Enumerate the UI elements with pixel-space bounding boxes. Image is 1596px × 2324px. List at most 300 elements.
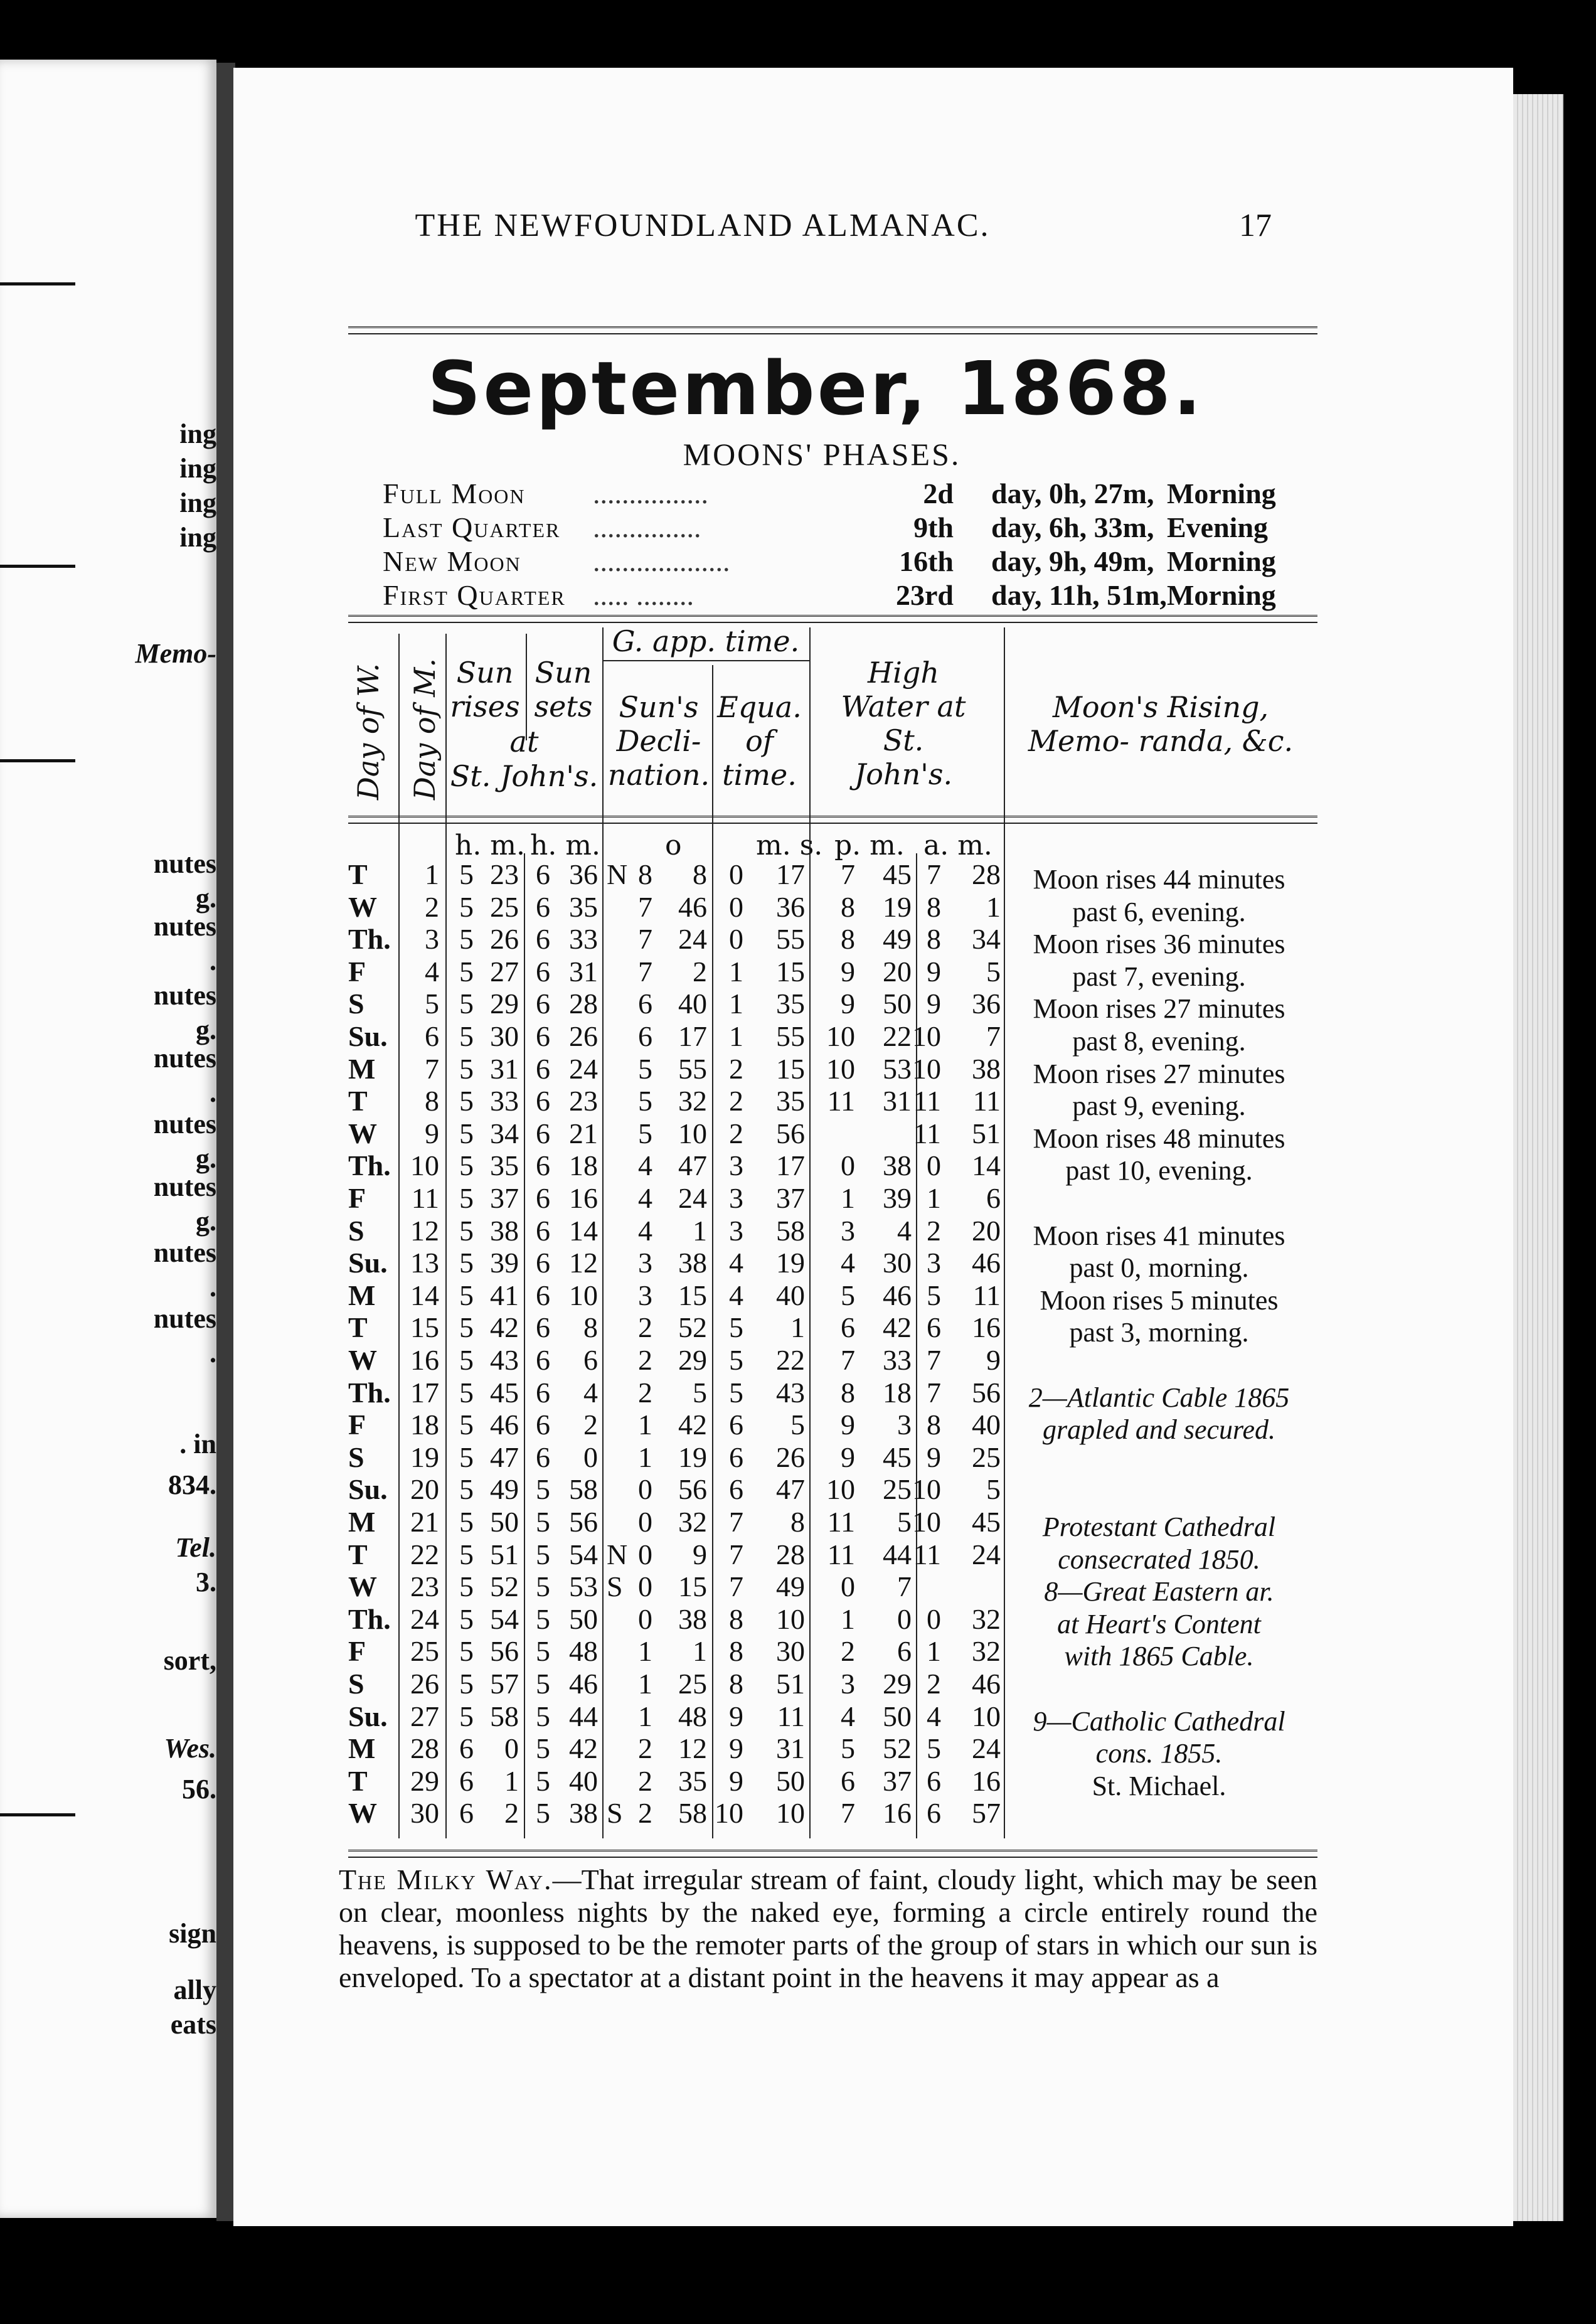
cell-sh: 5 [536, 1668, 550, 1700]
facing-page-fragment: nutes [153, 980, 216, 1011]
cell-w: Su. [348, 1247, 388, 1279]
cell-m: 19 [410, 1441, 439, 1473]
cell-ph: 5 [841, 1732, 855, 1765]
cell-pm: 45 [883, 858, 912, 890]
paragraph-body: —That irregular stream of faint, cloudy light, which may be seen on clear, moonless nights by the naked eye, forming a circle entirely round the heavens, is supposed to be the remoter parts of the group of stars in which our sun is enveloped. To a spectator at a distant point in the heavens it may appear as a [339, 1863, 1317, 1993]
facing-page-fragment: nutes [153, 1237, 216, 1268]
cell-am: 1 [986, 890, 1001, 923]
cell-dd: 4 [638, 1149, 652, 1182]
cell-sh: 5 [536, 1797, 550, 1830]
cell-sm: 23 [569, 1085, 598, 1117]
cell-dd: 7 [638, 955, 652, 988]
cell-pm: 42 [883, 1311, 912, 1344]
cell-sh: 6 [536, 955, 550, 988]
cell-dm: 24 [678, 923, 707, 956]
phase-leader: ................... [593, 545, 730, 577]
header-day-of-week: Day of W. [351, 663, 385, 800]
cell-w: F [348, 955, 366, 988]
cell-sh: 5 [536, 1538, 550, 1570]
cell-ph: 7 [841, 858, 855, 890]
cell-ah: 9 [927, 955, 941, 988]
cell-em: 8 [729, 1635, 743, 1668]
facing-page-fragment: ing [179, 418, 216, 449]
cell-am: 11 [972, 1085, 1001, 1117]
header-day-of-month: Day of M. [408, 658, 442, 800]
cell-rm: 26 [490, 923, 519, 956]
cell-w: T [348, 1538, 368, 1570]
cell-dd: 5 [638, 1052, 652, 1085]
cell-w: W [348, 1117, 377, 1149]
cell-em: 9 [729, 1700, 743, 1732]
cell-ah: 8 [927, 1409, 941, 1441]
cell-ph: 0 [841, 1570, 855, 1603]
cell-rh: 5 [459, 1570, 474, 1603]
cell-sh: 6 [536, 1020, 550, 1052]
cell-ah: 0 [927, 1602, 941, 1635]
month-title: September, 1868. [427, 345, 1204, 432]
cell-am: 32 [972, 1602, 1001, 1635]
cell-dm: 35 [678, 1764, 707, 1797]
cell-sh: 6 [536, 1311, 550, 1344]
cell-am: 36 [972, 988, 1001, 1020]
cell-dm: 10 [678, 1117, 707, 1149]
facing-page-fragment: nutes [153, 1043, 216, 1074]
cell-ah: 10 [912, 1506, 941, 1538]
cell-ph: 9 [841, 988, 855, 1020]
facing-page-fragment: sign [169, 1918, 216, 1949]
cell-m: 16 [410, 1344, 439, 1376]
cell-rm: 42 [490, 1311, 519, 1344]
cell-ph: 3 [841, 1668, 855, 1700]
cell-rh: 5 [459, 955, 474, 988]
cell-dd: 1 [638, 1700, 652, 1732]
cell-w: M [348, 1732, 376, 1765]
cell-ph: 7 [841, 1344, 855, 1376]
cell-dd: 2 [638, 1344, 652, 1376]
header-equation-of-time: Equa. of time. [717, 690, 802, 792]
cell-sh: 6 [536, 1214, 550, 1247]
cell-rm: 54 [490, 1602, 519, 1635]
cell-sm: 58 [569, 1473, 598, 1506]
cell-dd: 0 [638, 1473, 652, 1506]
cell-sh: 6 [536, 858, 550, 890]
cell-em: 6 [729, 1473, 743, 1506]
cell-rm: 23 [490, 858, 519, 890]
cell-w: Th. [348, 1602, 391, 1635]
cell-rh: 5 [459, 1247, 474, 1279]
cell-dm: 9 [693, 1538, 707, 1570]
cell-m: 22 [410, 1538, 439, 1570]
cell-ah: 8 [927, 890, 941, 923]
phase-day: 16th [899, 545, 954, 577]
cell-rm: 45 [490, 1376, 519, 1409]
phase-meridian: Evening [1167, 511, 1269, 543]
cell-am: 40 [972, 1409, 1001, 1441]
cell-dm: 1 [693, 1214, 707, 1247]
cell-w: Th. [348, 1376, 391, 1409]
cell-em: 4 [729, 1247, 743, 1279]
cell-sm: 33 [569, 923, 598, 956]
cell-am: 11 [972, 1279, 1001, 1311]
cell-rh: 5 [459, 1344, 474, 1376]
cell-ph: 2 [841, 1635, 855, 1668]
cell-ph: 11 [827, 1538, 855, 1570]
cell-em: 2 [729, 1052, 743, 1085]
cell-rm: 34 [490, 1117, 519, 1149]
cell-es: 22 [776, 1344, 805, 1376]
facing-page-fragment: g. [196, 1015, 216, 1045]
cell-ns: S [607, 1797, 623, 1830]
cell-ph: 6 [841, 1311, 855, 1344]
cell-es: 15 [776, 1052, 805, 1085]
cell-w: S [348, 1214, 364, 1247]
cell-m: 6 [425, 1020, 439, 1052]
cell-rm: 39 [490, 1247, 519, 1279]
cell-w: T [348, 858, 368, 890]
memorandum-line: Moon rises 48 minutes [1033, 1122, 1285, 1154]
cell-pm: 0 [897, 1602, 912, 1635]
cell-dm: 58 [678, 1797, 707, 1830]
cell-am: 9 [986, 1344, 1001, 1376]
cell-m: 5 [425, 988, 439, 1020]
cell-em: 8 [729, 1668, 743, 1700]
cell-es: 26 [776, 1441, 805, 1473]
facing-page-fragment: nutes [153, 1303, 216, 1334]
cell-sm: 24 [569, 1052, 598, 1085]
cell-dd: 2 [638, 1732, 652, 1765]
cell-am: 46 [972, 1668, 1001, 1700]
cell-rm: 46 [490, 1409, 519, 1441]
cell-ah: 1 [927, 1635, 941, 1668]
cell-am: 16 [972, 1764, 1001, 1797]
cell-w: M [348, 1506, 376, 1538]
cell-m: 15 [410, 1311, 439, 1344]
cell-sm: 35 [569, 890, 598, 923]
cell-dm: 48 [678, 1700, 707, 1732]
header-sun-sets: Sun sets [534, 656, 593, 723]
cell-dd: 8 [638, 858, 652, 890]
facing-page-fragment: nutes [153, 1171, 216, 1202]
cell-w: S [348, 1668, 364, 1700]
cell-dm: 40 [678, 988, 707, 1020]
cell-pm: 50 [883, 1700, 912, 1732]
cell-dd: 2 [638, 1764, 652, 1797]
cell-m: 28 [410, 1732, 439, 1765]
cell-w: Su. [348, 1700, 388, 1732]
cell-em: 5 [729, 1344, 743, 1376]
header-memoranda: Moon's Rising, Memo- randa, &c. [1028, 690, 1294, 758]
cell-w: W [348, 1797, 377, 1830]
cell-dm: 47 [678, 1149, 707, 1182]
cell-es: 58 [776, 1214, 805, 1247]
paragraph-lead: The Milky Way. [339, 1863, 553, 1895]
cell-pm: 50 [883, 988, 912, 1020]
cell-sh: 6 [536, 1279, 550, 1311]
cell-sh: 6 [536, 1441, 550, 1473]
cell-rm: 27 [490, 955, 519, 988]
cell-m: 20 [410, 1473, 439, 1506]
memorandum-line: at Heart's Content [1057, 1608, 1261, 1639]
cell-es: 19 [776, 1247, 805, 1279]
cell-ph: 9 [841, 1441, 855, 1473]
cell-sh: 6 [536, 1052, 550, 1085]
cell-pm: 22 [883, 1020, 912, 1052]
facing-page-fragment: . in [179, 1429, 216, 1459]
facing-page-fragment: nutes [153, 848, 216, 879]
cell-em: 5 [729, 1311, 743, 1344]
cell-sm: 28 [569, 988, 598, 1020]
cell-rm: 52 [490, 1570, 519, 1603]
cell-rm: 56 [490, 1635, 519, 1668]
header-st-johns: St. John's. [450, 759, 598, 793]
cell-dd: 7 [638, 890, 652, 923]
cell-em: 1 [729, 955, 743, 988]
cell-rm: 58 [490, 1700, 519, 1732]
cell-am: 5 [986, 955, 1001, 988]
cell-sm: 38 [569, 1797, 598, 1830]
cell-sm: 16 [569, 1182, 598, 1214]
cell-m: 21 [410, 1506, 439, 1538]
cell-w: M [348, 1279, 376, 1311]
cell-dd: 5 [638, 1085, 652, 1117]
phase-meridian: Morning [1167, 545, 1276, 577]
cell-rh: 5 [459, 1602, 474, 1635]
phases-title: MOONS' PHASES. [683, 437, 961, 472]
cell-sm: 56 [569, 1506, 598, 1538]
cell-dm: 17 [678, 1020, 707, 1052]
phase-day: 23rd [896, 579, 954, 611]
cell-rh: 5 [459, 1506, 474, 1538]
cell-ph: 5 [841, 1279, 855, 1311]
cell-am: 24 [972, 1538, 1001, 1570]
cell-m: 7 [425, 1052, 439, 1085]
facing-page-fragment: g. [196, 1143, 216, 1174]
facing-page-fragment: ing [179, 488, 216, 518]
facing-page-fragment: 834. [168, 1469, 216, 1500]
cell-rm: 25 [490, 890, 519, 923]
cell-w: T [348, 1311, 368, 1344]
memorandum-line: Moon rises 27 minutes [1033, 993, 1285, 1025]
cell-pm: 6 [897, 1635, 912, 1668]
memorandum-line: 9—Catholic Cathedral [1033, 1705, 1285, 1737]
cell-ph: 4 [841, 1247, 855, 1279]
phase-row [383, 477, 1292, 511]
cell-am: 5 [986, 1473, 1001, 1506]
cell-es: 28 [776, 1538, 805, 1570]
cell-ah: 2 [927, 1668, 941, 1700]
cell-sm: 53 [569, 1570, 598, 1603]
cell-pm: 3 [897, 1409, 912, 1441]
cell-es: 55 [776, 923, 805, 956]
table-bottom-rule [348, 1850, 1317, 1858]
cell-ns: N [607, 1538, 628, 1570]
phase-time: day, 0h, 27m, [991, 477, 1154, 509]
cell-ah: 7 [927, 858, 941, 890]
phase-name: Full Moon [383, 477, 526, 509]
unit-set: h. m. [530, 829, 601, 861]
cell-em: 6 [729, 1441, 743, 1473]
cell-m: 23 [410, 1570, 439, 1603]
phase-leader: ................ [593, 477, 708, 509]
cell-em: 9 [729, 1732, 743, 1765]
cell-w: W [348, 1344, 377, 1376]
cell-em: 0 [729, 923, 743, 956]
facing-page-fragment: g. [196, 1206, 216, 1237]
cell-dm: 52 [678, 1311, 707, 1344]
cell-ns: S [607, 1570, 623, 1603]
cell-dd: 0 [638, 1602, 652, 1635]
cell-pm: 44 [883, 1538, 912, 1570]
cell-dm: 29 [678, 1344, 707, 1376]
cell-rm: 31 [490, 1052, 519, 1085]
memorandum-line: St. Michael. [1092, 1770, 1226, 1801]
cell-pm: 38 [883, 1149, 912, 1182]
facing-page-fragment: Memo- [135, 638, 216, 669]
memorandum-line: past 10, evening. [1065, 1155, 1253, 1186]
cell-m: 26 [410, 1668, 439, 1700]
cell-ah: 9 [927, 988, 941, 1020]
cell-am: 20 [972, 1214, 1001, 1247]
unit-rise: h. m. [455, 829, 526, 861]
cell-ph: 7 [841, 1797, 855, 1830]
header-high-water: High Water at St. John's. [841, 656, 966, 791]
cell-es: 55 [776, 1020, 805, 1052]
cell-am: 57 [972, 1797, 1001, 1830]
cell-rh: 5 [459, 1182, 474, 1214]
cell-es: 15 [776, 955, 805, 988]
facing-page-fragment: nutes [153, 911, 216, 942]
cell-rh: 5 [459, 1311, 474, 1344]
cell-sh: 6 [536, 1182, 550, 1214]
phase-row [383, 545, 1292, 578]
memorandum-line: past 7, evening. [1072, 961, 1246, 992]
memorandum-line: Moon rises 27 minutes [1033, 1058, 1285, 1089]
phase-meridian: Morning [1167, 579, 1276, 611]
cell-sh: 6 [536, 1247, 550, 1279]
phase-leader: ..... ........ [593, 579, 694, 611]
cell-dd: 4 [638, 1182, 652, 1214]
unit-hw-am: a. m. [923, 829, 992, 861]
cell-am: 16 [972, 1311, 1001, 1344]
memorandum-line: past 0, morning. [1069, 1252, 1249, 1284]
cell-es: 30 [776, 1635, 805, 1668]
cell-m: 17 [410, 1376, 439, 1409]
cell-ah: 9 [927, 1441, 941, 1473]
cell-w: S [348, 1441, 364, 1473]
cell-sm: 18 [569, 1149, 598, 1182]
cell-m: 30 [410, 1797, 439, 1830]
cell-sm: 8 [583, 1311, 598, 1344]
cell-w: W [348, 890, 377, 923]
cell-am: 10 [972, 1700, 1001, 1732]
cell-ah: 10 [912, 1020, 941, 1052]
cell-rh: 6 [459, 1732, 474, 1765]
cell-pm: 20 [883, 955, 912, 988]
cell-w: S [348, 988, 364, 1020]
cell-sm: 50 [569, 1602, 598, 1635]
facing-page-rule [0, 1813, 75, 1816]
cell-rm: 50 [490, 1506, 519, 1538]
cell-pm: 16 [883, 1797, 912, 1830]
cell-pm: 4 [897, 1214, 912, 1247]
cell-ah: 11 [913, 1538, 941, 1570]
cell-dm: 1 [693, 1635, 707, 1668]
header-at: at [509, 725, 539, 759]
cell-rm: 38 [490, 1214, 519, 1247]
cell-es: 11 [777, 1700, 805, 1732]
header-suns-declination: Sun's Decli- nation. [607, 690, 710, 792]
cell-ns: N [607, 858, 628, 890]
cell-em: 7 [729, 1570, 743, 1603]
cell-sh: 6 [536, 890, 550, 923]
cell-es: 56 [776, 1117, 805, 1149]
facing-page-fragment: Tel. [175, 1532, 216, 1563]
memorandum-line: Moon rises 41 minutes [1033, 1220, 1285, 1251]
cell-rh: 5 [459, 1117, 474, 1149]
cell-dd: 2 [638, 1376, 652, 1409]
cell-w: F [348, 1182, 366, 1214]
cell-rh: 5 [459, 858, 474, 890]
header-g-app-time: G. app. time. [612, 624, 800, 658]
cell-em: 3 [729, 1149, 743, 1182]
phase-row [383, 578, 1292, 612]
cell-es: 51 [776, 1668, 805, 1700]
cell-rm: 51 [490, 1538, 519, 1570]
cell-ph: 8 [841, 890, 855, 923]
cell-am: 46 [972, 1247, 1001, 1279]
cell-es: 35 [776, 988, 805, 1020]
cell-es: 43 [776, 1376, 805, 1409]
cell-m: 13 [410, 1247, 439, 1279]
phase-time: day, 9h, 49m, [991, 545, 1154, 577]
cell-em: 9 [729, 1764, 743, 1797]
unit-declination: o [665, 829, 682, 861]
cell-rh: 5 [459, 890, 474, 923]
cell-rh: 5 [459, 1700, 474, 1732]
g-app-time-rule [602, 660, 809, 661]
cell-ph: 11 [827, 1085, 855, 1117]
cell-em: 0 [729, 890, 743, 923]
cell-dm: 8 [693, 858, 707, 890]
cell-rh: 6 [459, 1764, 474, 1797]
cell-ph: 9 [841, 1409, 855, 1441]
cell-dm: 42 [678, 1409, 707, 1441]
cell-w: Su. [348, 1473, 388, 1506]
cell-dd: 1 [638, 1635, 652, 1668]
cell-ah: 7 [927, 1376, 941, 1409]
cell-es: 50 [776, 1764, 805, 1797]
cell-rh: 5 [459, 1473, 474, 1506]
cell-m: 9 [425, 1117, 439, 1149]
cell-dm: 12 [678, 1732, 707, 1765]
cell-ah: 5 [927, 1732, 941, 1765]
cell-m: 27 [410, 1700, 439, 1732]
cell-pm: 18 [883, 1376, 912, 1409]
cell-rh: 6 [459, 1797, 474, 1830]
cell-w: Th. [348, 923, 391, 956]
cell-sm: 10 [569, 1279, 598, 1311]
memorandum-line: past 8, evening. [1072, 1026, 1246, 1057]
memorandum-line: 2—Atlantic Cable 1865 [1028, 1382, 1290, 1413]
cell-dm: 38 [678, 1247, 707, 1279]
cell-ph: 10 [826, 1052, 855, 1085]
cell-sm: 14 [569, 1214, 598, 1247]
cell-m: 24 [410, 1602, 439, 1635]
cell-ah: 2 [927, 1214, 941, 1247]
cell-sm: 36 [569, 858, 598, 890]
phase-time: day, 11h, 51m, [991, 579, 1167, 611]
cell-es: 1 [790, 1311, 805, 1344]
